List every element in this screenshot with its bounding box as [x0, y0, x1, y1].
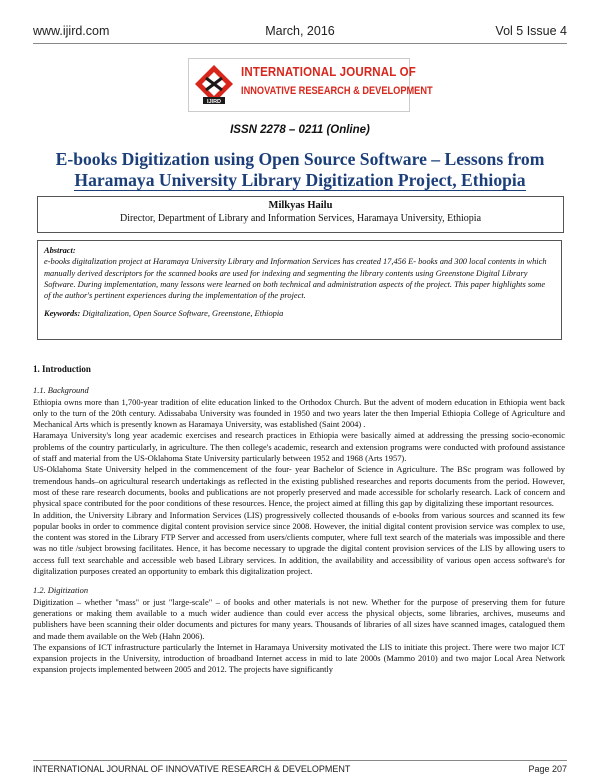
keywords-label: Keywords: [44, 309, 81, 319]
title-line2: Haramaya University Library Digitization Project, Ethiopia [74, 170, 526, 190]
abstract-label: Abstract: [44, 246, 76, 255]
header-website: www.ijird.com [33, 24, 110, 38]
paragraph: Digitization – whether "mass" or just "large-scale" – of books and other materials is not new. Whether for the purpose of preserving them for future generations or making them available to a much wider audience than could ever access the physical objects, some libraries, archives, museums and publishers have been scanning their older documents and pictures for many years. Thousands of libraries of all sizes have scanned images, catalogued them and made them available on the Web (Hahn 2006). [33, 596, 565, 641]
header-rule [33, 43, 567, 44]
issn: ISSN 2278 – 0211 (Online) [230, 124, 370, 136]
keywords [44, 308, 553, 319]
journal-emblem-icon [192, 62, 236, 106]
section-heading-introduction: 1. Introduction [33, 364, 91, 374]
abstract-box [37, 240, 562, 340]
author-name: Milkyas Hailu [268, 200, 333, 211]
journal-logo [188, 58, 433, 112]
footer-page-number: Page 207 [528, 764, 567, 774]
header-volume: Vol 5 Issue 4 [495, 24, 567, 38]
subsection-heading-digitization: 1.2. Digitization [33, 585, 89, 596]
paragraph: Ethiopia owns more than 1,700-year tradition of elite education linked to the Orthodox Church. But the advent of modern education in Ethiopia went back only to the turn of the 20th century. Adissababa University was founded in 1950 and two years later the then Imperial Ethiopia College of Agriculture and Mechanical Arts which is presently known as Haramaya University, was established (Saint 2004) . [33, 396, 565, 430]
author-box [37, 196, 564, 233]
paper-title [40, 149, 560, 191]
title-line1: E-books Digitization using Open Source Software – Lessons from [55, 149, 545, 169]
main-content [33, 364, 565, 676]
paragraph: Haramaya University's long year academic exercises and research practices in Ethiopia were basically aimed at addressing the pressing socio-economic problems of the country particularly, in agriculture. The then college's academic, research and extension programs were conducted with profound assistance of staff and material from the US-Oklahoma State University particularly between 1952 and 1968 (Arts 1957). [33, 430, 565, 464]
paragraph: The expansions of ICT infrastructure particularly the Internet in Haramaya University motivated the LIS to initiate this project. There were two major ICT expansion projects in the University, introduction of broadband Internet access in mid to late 2000s (Mammo 2010) and two major Local Area Network expansion projects implemented between 2005 and 2012. The projects have significantly [33, 641, 565, 675]
logo-line1: INTERNATIONAL JOURNAL OF [241, 65, 417, 79]
paragraph: In addition, the University Library and Information Services (LIS) progressively collected thousands of e-books from various sources and scanned its few popular books in order to commence digital content provision service since 2008. However, the initial digital content provision service was complex to use, the content was stored in the Library FTP Server and accessed from users/clients computer, where full text search of the materials was impossible and there was no title /subject browsing facilitates. Hence, it has become necessary to upgrade the digital content provision services of the LIS by allowing users to access full text searchable and accessible web based Library services. In addition, the availability and accessibility of various open access software's for digitalization purposes created an opportunity to embark this digitalization project. [33, 509, 565, 577]
author-affiliation: Director, Department of Library and Information Services, Haramaya University, Ethiopia [119, 213, 482, 224]
keywords-text: Digitalization, Open Source Software, Greenstone, Ethiopia [82, 309, 284, 319]
page-header [33, 24, 567, 40]
footer-journal: INTERNATIONAL JOURNAL OF INNOVATIVE RESEARCH & DEVELOPMENT [33, 764, 351, 774]
paragraph: US-Oklahoma State University helped in the commencement of the four- year Bachelor of Science in Agriculture. The BSc program was followed by tremendous hands–on agricultural research undertakings as reflected in the existing published researches and reports documents from the period. However, most of these rare research documents, books and publications are not properly preserved and made accessible for scholarly research. Lack of concern and physical space contributed for the poor conditions of these resources. Hence, the project aimed at filling this gap by digitalizing these important resources. [33, 464, 565, 509]
subsection-heading-background: 1.1. Background [33, 385, 89, 396]
logo-badge-text: IJIRD [206, 99, 222, 105]
logo-line2: INNOVATIVE RESEARCH & DEVELOPMENT [241, 85, 433, 97]
header-date: March, 2016 [265, 24, 335, 38]
footer-rule [33, 760, 567, 761]
abstract-text: e-books digitalization project at Haramaya University Library and Information Services has created 17,456 E- books and 300 local contents in which manually derived descriptors for the scanned books are used for indexing and segmenting the library contents using Greenstone Digital Library Software. During implementation, many lessons were learned on both technical and administration aspects of the project. This paper highlights some of the author's pertinent experiences during the implementation of the project. [44, 257, 547, 301]
